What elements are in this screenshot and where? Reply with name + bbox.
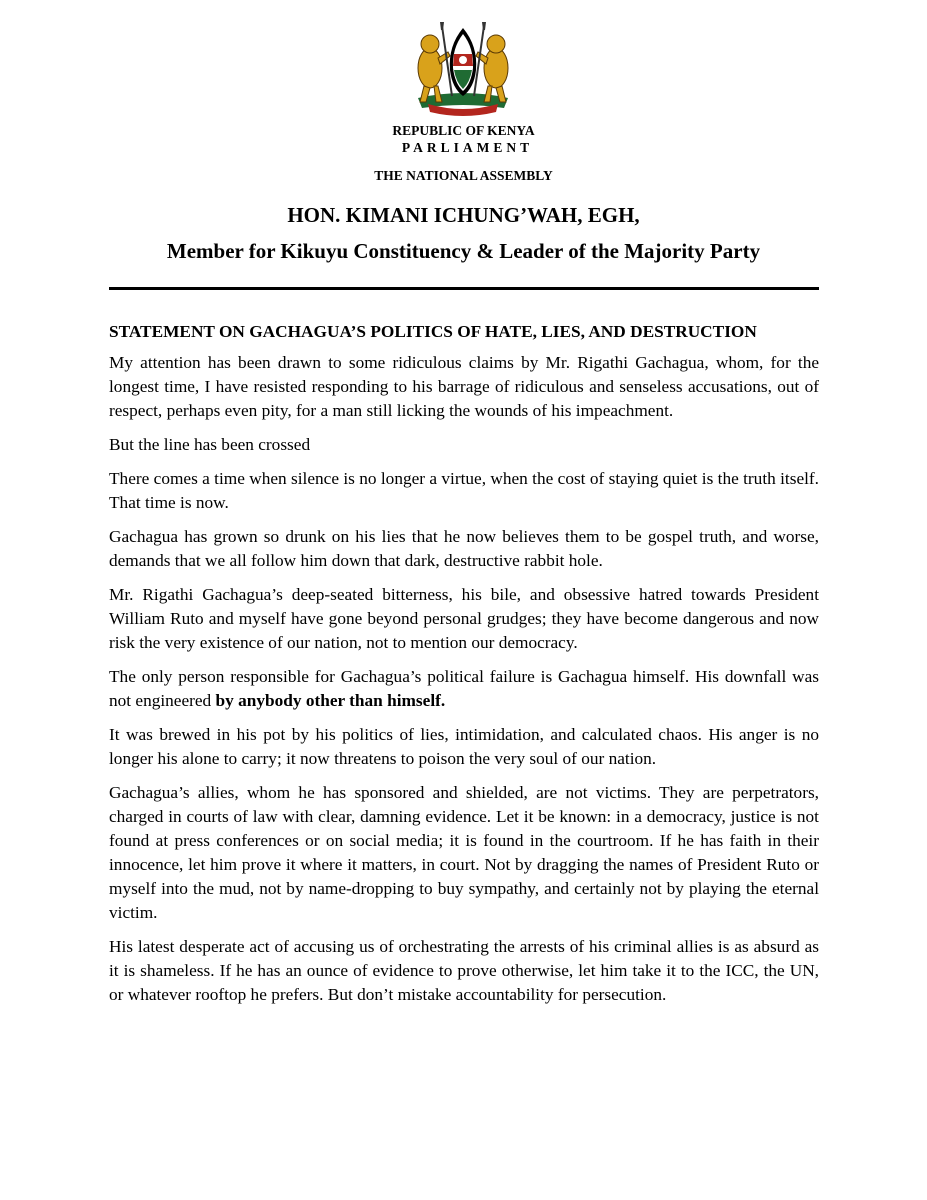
statement-paragraph: Gachagua’s allies, whom he has sponsored and shielded, are not victims. They are perpetrators, charged in courts of law with clear, damning evidence. Let it be known: in a democracy, justice is not found at press conferences or on social media; it is found in the courtroom. If he has faith in their innocence, let him prove it where it matters, in court. Not by dragging the names of President Ruto or myself into the mud, not by name-dropping to buy sympathy, and certainly not by playing the eternal victim. bbox=[109, 783, 819, 922]
statement-paragraph: Mr. Rigathi Gachagua’s deep-seated bitterness, his bile, and obsessive hatred towards President William Ruto and myself have gone beyond personal grudges; they have become dangerous and now risk the very existence of our nation, not to mention our democracy. bbox=[109, 585, 819, 652]
header-divider bbox=[109, 287, 819, 290]
statement-paragraph: My attention has been drawn to some ridiculous claims by Mr. Rigathi Gachagua, whom, for the longest time, I have resisted responding to his barrage of ridiculous and senseless accusations, out of respect, perhaps even pity, for a man still licking the wounds of his impeachment. bbox=[109, 353, 819, 420]
statement-paragraph bbox=[109, 665, 819, 713]
member-name: HON. KIMANI ICHUNG’WAH, EGH, bbox=[287, 203, 640, 227]
emphasis-text: by anybody other than himself. bbox=[215, 691, 446, 710]
kenya-coat-of-arms-icon bbox=[404, 18, 522, 118]
assembly-heading: THE NATIONAL ASSEMBLY bbox=[374, 168, 553, 183]
parliament-heading: PARLIAMENT bbox=[401, 140, 534, 155]
statement-paragraph: There comes a time when silence is no longer a virtue, when the cost of staying quiet is the truth itself. That time is now. bbox=[109, 469, 819, 512]
statement-paragraph: His latest desperate act of accusing us of orchestrating the arrests of his criminal allies is as absurd as it is shameless. If he has an ounce of evidence to prove otherwise, let him take it to the ICC, the UN, or whatever rooftop he prefers. But don’t mistake accountability for persecution. bbox=[109, 937, 819, 1004]
statement-paragraph: But the line has been crossed bbox=[109, 435, 311, 454]
paragraph-text: The only person responsible for Gachagua’s political failure is Gachagua himself. His downfall was not engineered bbox=[109, 667, 819, 710]
statement-title: STATEMENT ON GACHAGUA’S POLITICS OF HATE, LIES, AND DESTRUCTION bbox=[109, 322, 757, 341]
statement-paragraph: It was brewed in his pot by his politics of lies, intimidation, and calculated chaos. His anger is no longer his alone to carry; it now threatens to poison the very soul of our nation. bbox=[109, 725, 819, 768]
member-role: Member for Kikuyu Constituency & Leader of the Majority Party bbox=[166, 239, 761, 263]
statement-body bbox=[109, 320, 819, 1017]
statement-paragraph: Gachagua has grown so drunk on his lies that he now believes them to be gospel truth, and worse, demands that we all follow him down that dark, destructive rabbit hole. bbox=[109, 527, 819, 570]
republic-heading: REPUBLIC OF KENYA bbox=[392, 123, 535, 138]
